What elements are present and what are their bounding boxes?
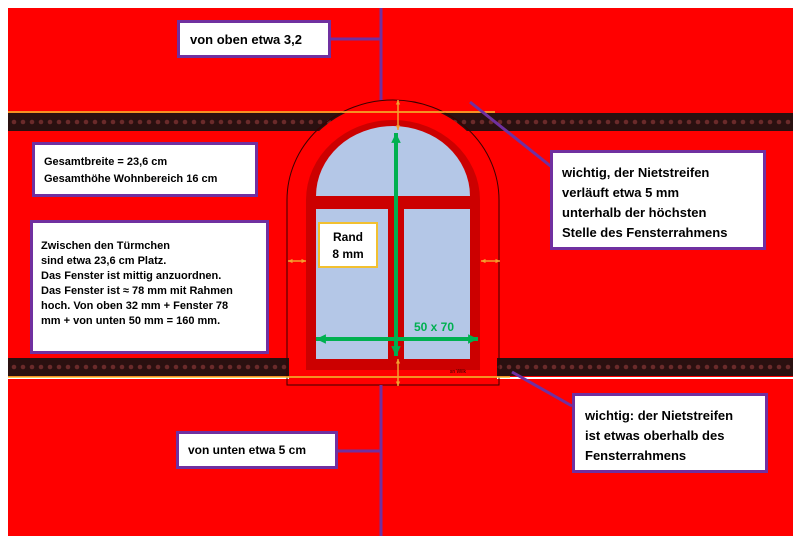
rivet-dot bbox=[597, 365, 602, 370]
rivet-dot bbox=[732, 365, 737, 370]
rivet-dot bbox=[102, 120, 107, 125]
rivet-dot bbox=[30, 365, 35, 370]
rivet-dot bbox=[723, 365, 728, 370]
rivet-dot bbox=[579, 365, 584, 370]
rivet-dot bbox=[570, 120, 575, 125]
rivet-dot bbox=[255, 120, 260, 125]
rivet-dot bbox=[165, 120, 170, 125]
rivet-dot bbox=[165, 365, 170, 370]
rivet-dot bbox=[12, 120, 17, 125]
rivet-dot bbox=[687, 365, 692, 370]
bottom-offset-callout bbox=[176, 431, 338, 469]
rivet-dot bbox=[669, 365, 674, 370]
rivet-dot bbox=[579, 120, 584, 125]
bottom-offset-text: von unten etwa 5 cm bbox=[188, 443, 307, 457]
rivet-dot bbox=[84, 365, 89, 370]
rivet-dot bbox=[219, 120, 224, 125]
rivet-dot bbox=[39, 120, 44, 125]
rivet-dot bbox=[120, 365, 125, 370]
rivet-dot bbox=[777, 365, 782, 370]
rivet-dot bbox=[552, 365, 557, 370]
rivet-dot bbox=[264, 365, 269, 370]
rivet-dot bbox=[300, 120, 305, 125]
rivet-dot bbox=[480, 120, 485, 125]
rivet-top-line-3: unterhalb der höchsten bbox=[562, 205, 707, 220]
rivet-dot bbox=[741, 120, 746, 125]
signature-text: sn Wilk bbox=[449, 369, 466, 375]
rivet-dot bbox=[543, 365, 548, 370]
rivet-dot bbox=[525, 365, 530, 370]
spacing-line-3: Das Fenster ist mittig anzuordnen. bbox=[41, 270, 222, 282]
rivet-dot bbox=[651, 120, 656, 125]
rivet-dot bbox=[273, 120, 278, 125]
rivet-dot bbox=[651, 365, 656, 370]
rivet-dot bbox=[57, 120, 62, 125]
rivet-top-line-4: Stelle des Fensterrahmens bbox=[562, 225, 728, 240]
rivet-dot bbox=[255, 365, 260, 370]
rivet-dot bbox=[183, 365, 188, 370]
rivet-dot bbox=[714, 365, 719, 370]
rivet-dot bbox=[282, 120, 287, 125]
rivet-dot bbox=[786, 120, 791, 125]
rivet-dot bbox=[507, 120, 512, 125]
spacing-line-5: hoch. Von oben 32 mm + Fenster 78 bbox=[41, 300, 229, 312]
rivet-dot bbox=[147, 120, 152, 125]
rivet-dot bbox=[75, 120, 80, 125]
rivet-dot bbox=[21, 120, 26, 125]
rivet-dot bbox=[246, 120, 251, 125]
rivet-dot bbox=[12, 365, 17, 370]
rivet-dot bbox=[111, 120, 116, 125]
rivet-dot bbox=[723, 120, 728, 125]
rivet-dot bbox=[228, 120, 233, 125]
rivet-dot bbox=[102, 365, 107, 370]
rivet-dot bbox=[48, 120, 53, 125]
rivet-dot bbox=[624, 120, 629, 125]
rivet-dot bbox=[507, 365, 512, 370]
rivet-dot bbox=[714, 120, 719, 125]
rivet-dot bbox=[516, 365, 521, 370]
rivet-dot bbox=[705, 365, 710, 370]
total-height-text: Gesamthöhe Wohnbereich 16 cm bbox=[44, 173, 218, 185]
spacing-line-2: sind etwa 23,6 cm Platz. bbox=[41, 255, 167, 267]
rivet-dot bbox=[588, 120, 593, 125]
rivet-dot bbox=[219, 365, 224, 370]
rivet-dot bbox=[696, 365, 701, 370]
rivet-bottom-line-2: ist etwas oberhalb des bbox=[585, 428, 725, 443]
rivet-dot bbox=[138, 120, 143, 125]
rivet-dot bbox=[84, 120, 89, 125]
rivet-dot bbox=[291, 120, 296, 125]
rivet-dot bbox=[246, 365, 251, 370]
rivet-dot bbox=[570, 365, 575, 370]
rivet-top-line-2: verläuft etwa 5 mm bbox=[562, 185, 680, 200]
rivet-top-callout bbox=[550, 150, 766, 250]
rivet-dot bbox=[606, 365, 611, 370]
rivet-bottom-line-1: wichtig: der Nietstreifen bbox=[585, 408, 734, 423]
rivet-dot bbox=[237, 365, 242, 370]
rivet-dot bbox=[642, 120, 647, 125]
rivet-dot bbox=[750, 120, 755, 125]
rivet-dot bbox=[318, 120, 323, 125]
rivet-dot bbox=[471, 120, 476, 125]
rivet-dot bbox=[183, 120, 188, 125]
top-offset-text: von oben etwa 3,2 bbox=[190, 32, 302, 47]
rivet-dot bbox=[750, 365, 755, 370]
rivet-dot bbox=[111, 365, 116, 370]
rivet-dot bbox=[768, 365, 773, 370]
rivet-dot bbox=[93, 120, 98, 125]
rivet-dot bbox=[741, 365, 746, 370]
total-size-callout bbox=[32, 142, 258, 197]
rivet-dot bbox=[660, 120, 665, 125]
rivet-dot bbox=[201, 365, 206, 370]
rivet-dot bbox=[156, 365, 161, 370]
rivet-dot bbox=[93, 365, 98, 370]
rivet-dot bbox=[21, 365, 26, 370]
rivet-dot bbox=[561, 120, 566, 125]
rivet-dot bbox=[120, 120, 125, 125]
rivet-dot bbox=[147, 365, 152, 370]
rivet-dot bbox=[624, 365, 629, 370]
rivet-dot bbox=[588, 365, 593, 370]
rivet-dot bbox=[210, 365, 215, 370]
rivet-dot bbox=[174, 120, 179, 125]
rivet-bottom-line-3: Fensterrahmens bbox=[585, 448, 687, 463]
rivet-dot bbox=[786, 365, 791, 370]
rivet-dot bbox=[462, 120, 467, 125]
rivet-dot bbox=[759, 120, 764, 125]
rivet-dot bbox=[75, 365, 80, 370]
rivet-dot bbox=[138, 365, 143, 370]
rivet-dot bbox=[264, 120, 269, 125]
rivet-dot bbox=[156, 120, 161, 125]
rivet-dot bbox=[615, 120, 620, 125]
top-offset-callout bbox=[177, 20, 331, 58]
rivet-dot bbox=[732, 120, 737, 125]
rivet-dot bbox=[534, 120, 539, 125]
spacing-explanation-callout bbox=[30, 220, 269, 354]
rivet-dot bbox=[597, 120, 602, 125]
rivet-dot bbox=[678, 120, 683, 125]
rivet-dot bbox=[66, 120, 71, 125]
rivet-dot bbox=[174, 365, 179, 370]
rivet-dot bbox=[273, 365, 278, 370]
right-glass-pane bbox=[404, 209, 470, 359]
rivet-dot bbox=[669, 120, 674, 125]
rivet-dot bbox=[129, 120, 134, 125]
rivet-dot bbox=[552, 120, 557, 125]
rim-label: Rand bbox=[333, 230, 363, 244]
rivet-dot bbox=[525, 120, 530, 125]
window-size-label: 50 x 70 bbox=[413, 320, 455, 334]
rivet-dot bbox=[282, 365, 287, 370]
rivet-dot bbox=[633, 120, 638, 125]
rivet-dot bbox=[498, 365, 503, 370]
rivet-dot bbox=[543, 120, 548, 125]
rivet-dot bbox=[228, 365, 233, 370]
rivet-dot bbox=[759, 365, 764, 370]
rivet-bottom-callout bbox=[572, 393, 768, 473]
rivet-dot bbox=[678, 365, 683, 370]
rivet-dot bbox=[66, 365, 71, 370]
spacing-line-1: Zwischen den Türmchen bbox=[41, 240, 170, 252]
spacing-line-4: Das Fenster ist ≈ 78 mm mit Rahmen bbox=[41, 285, 233, 297]
rivet-dot bbox=[660, 365, 665, 370]
rivet-dot bbox=[201, 120, 206, 125]
rivet-dot bbox=[705, 120, 710, 125]
rivet-dot bbox=[696, 120, 701, 125]
rivet-dot bbox=[768, 120, 773, 125]
rivet-dot bbox=[309, 120, 314, 125]
rivet-dot bbox=[642, 365, 647, 370]
rivet-dot bbox=[192, 120, 197, 125]
rivet-dot bbox=[39, 365, 44, 370]
rivet-top-line-1: wichtig, der Nietstreifen bbox=[562, 165, 710, 180]
rivet-dot bbox=[633, 365, 638, 370]
rivet-dot bbox=[57, 365, 62, 370]
rivet-dot bbox=[129, 365, 134, 370]
rim-value: 8 mm bbox=[332, 247, 364, 261]
rivet-dot bbox=[30, 120, 35, 125]
rivet-dot bbox=[237, 120, 242, 125]
rim-callout bbox=[318, 222, 378, 268]
rivet-dot bbox=[687, 120, 692, 125]
rivet-dot bbox=[210, 120, 215, 125]
total-width-text: Gesamtbreite = 23,6 cm bbox=[44, 156, 168, 168]
rivet-dot bbox=[534, 365, 539, 370]
rivet-dot bbox=[192, 365, 197, 370]
rivet-dot bbox=[516, 120, 521, 125]
rivet-dot bbox=[615, 365, 620, 370]
rivet-dot bbox=[606, 120, 611, 125]
rivet-dot bbox=[777, 120, 782, 125]
rivet-dot bbox=[561, 365, 566, 370]
rivet-dot bbox=[48, 365, 53, 370]
spacing-line-6: mm + von unten 50 mm = 160 mm. bbox=[41, 315, 221, 327]
